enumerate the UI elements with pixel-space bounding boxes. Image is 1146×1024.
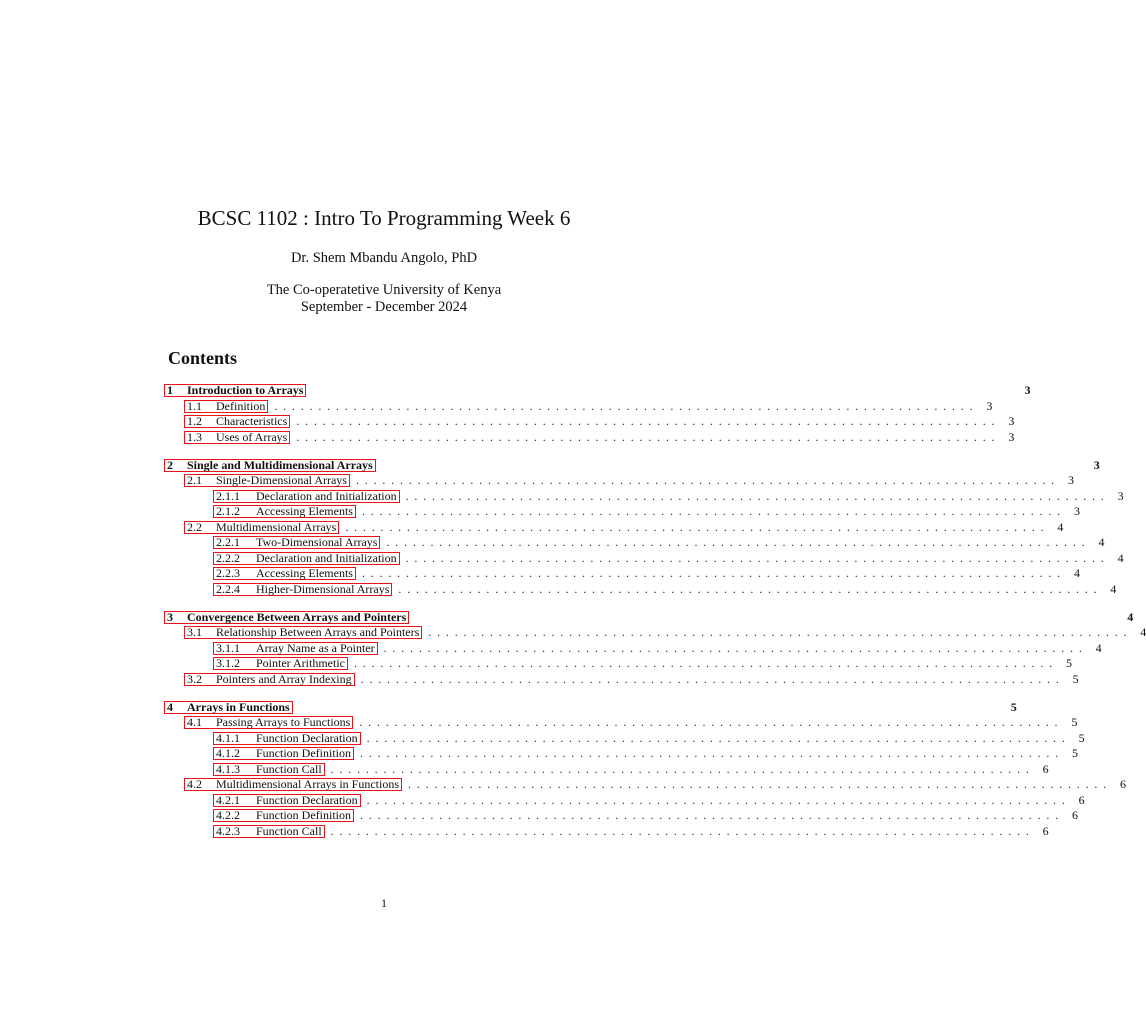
toc-entry-title: Function Call <box>256 761 322 776</box>
toc-entry-page: 4 <box>1095 640 1102 655</box>
toc-link[interactable] <box>184 474 350 487</box>
toc-subsubsection-row <box>164 581 1117 598</box>
toc-entry-page: 6 <box>1078 792 1085 807</box>
toc-dot-leader: ................................................................................ <box>361 566 1066 580</box>
toc-entry-page: 4 <box>1057 519 1064 534</box>
toc-link[interactable] <box>213 536 380 549</box>
toc-link[interactable] <box>164 701 293 714</box>
toc-dot-leader: ................................................................................ <box>366 792 1071 807</box>
toc-link[interactable] <box>213 567 356 580</box>
toc-dot-leader: ................................................................................ <box>360 671 1065 686</box>
toc-entry-page: 6 <box>1042 823 1049 838</box>
toc-entry-number: 4.2.1 <box>216 792 240 807</box>
toc-section-row <box>164 699 1017 716</box>
toc-entry-number: 2.2.2 <box>216 550 240 565</box>
toc-entry-page: 5 <box>1066 656 1072 670</box>
toc-subsection-row <box>164 473 1074 489</box>
toc-entry-page: 5 <box>1072 746 1078 760</box>
toc-link[interactable] <box>164 459 376 472</box>
toc-entry-number: 2 <box>167 457 173 472</box>
toc-entry-title: Relationship Between Arrays and Pointers <box>216 625 420 640</box>
toc-link[interactable] <box>213 505 356 518</box>
toc-dot-leader: ................................................................................ <box>296 414 1001 428</box>
toc-dot-leader: ................................................................................ <box>361 504 1066 518</box>
toc-entry-number: 2.2 <box>187 519 202 534</box>
toc-entry-number: 3.1 <box>187 625 202 640</box>
toc-entry-number: 2.2.1 <box>216 535 240 550</box>
contents-heading: Contents <box>168 348 238 368</box>
toc-entry-number: 2.1 <box>187 473 202 488</box>
toc-entry-number: 1.3 <box>187 429 202 444</box>
toc-entry-number: 4.1.1 <box>216 730 240 745</box>
toc-entry-title: Single-Dimensional Arrays <box>216 473 347 488</box>
toc-dot-leader: ................................................................................ <box>359 715 1064 729</box>
toc-entry-title: Multidimensional Arrays in Functions <box>216 777 399 792</box>
toc-entry-page: 4 <box>1110 581 1117 596</box>
toc-entry-page: 3 <box>1008 414 1015 428</box>
toc-dot-leader: ................................................................................ <box>386 535 1091 549</box>
toc-entry-title: Higher-Dimensional Arrays <box>256 581 390 596</box>
toc-link[interactable] <box>184 415 290 428</box>
toc-entry-title: Function Definition <box>256 808 351 823</box>
toc-dot-leader: ................................................................................ <box>408 777 1112 791</box>
toc-subsubsection-row <box>164 488 1124 505</box>
toc-entry-title: Declaration and Initialization <box>256 550 397 565</box>
toc-subsubsection-row <box>164 792 1085 809</box>
toc-dot-leader: ................................................................................ <box>330 823 1035 838</box>
toc-link[interactable] <box>213 552 400 565</box>
toc-dot-leader: ................................................................................ <box>398 581 1103 596</box>
toc-link[interactable] <box>184 521 339 534</box>
toc-entry-page: 3 <box>1008 429 1015 444</box>
toc-entry-number: 4.2.3 <box>216 823 240 838</box>
toc-entry-title: Multidimensional Arrays <box>216 519 337 534</box>
toc-entry-title: Array Name as a Pointer <box>256 640 375 655</box>
toc-entry-number: 1 <box>167 383 173 398</box>
toc-link[interactable] <box>213 809 354 822</box>
toc-dot-leader: ................................................................................ <box>355 473 1060 487</box>
toc-link[interactable] <box>213 583 392 596</box>
toc-link[interactable] <box>164 384 306 397</box>
toc-subsubsection-row <box>164 535 1105 551</box>
toc-entry-number: 4.1.3 <box>216 761 240 776</box>
toc-entry-page: 3 <box>1093 457 1100 472</box>
document-author: Dr. Shem Mbandu Angolo, PhD <box>290 250 478 266</box>
toc-subsection-row <box>164 777 1126 793</box>
toc-entry-title: Definition <box>216 398 266 413</box>
toc-entry-page: 4 <box>1117 550 1124 565</box>
toc-entry-title: Function Definition <box>256 746 351 761</box>
toc-entry-title: Function Declaration <box>256 792 358 807</box>
toc-entry-number: 3.1.2 <box>216 656 240 671</box>
toc-dot-leader: ................................................................................ <box>360 746 1064 760</box>
toc-subsection-row <box>164 414 1015 430</box>
toc-entry-page: 3 <box>1073 504 1080 518</box>
toc-entry-title: Two-Dimensional Arrays <box>256 535 378 550</box>
toc-subsection-row <box>164 429 1015 446</box>
toc-entry-title: Function Declaration <box>256 730 358 745</box>
toc-entry-number: 4.1 <box>187 715 202 730</box>
institution-name: The Co-operatetive University of Kenya <box>266 282 502 298</box>
toc-subsubsection-row <box>164 566 1080 582</box>
document-date: September - December 2024 <box>300 299 468 315</box>
toc-entry-page: 4 <box>1098 535 1105 549</box>
toc-entry-page: 6 <box>1120 777 1126 791</box>
toc-entry-title: Introduction to Arrays <box>187 383 304 398</box>
toc-entry-page: 3 <box>1117 488 1124 503</box>
toc-dot-leader: ................................................................................ <box>405 550 1110 565</box>
toc-subsubsection-row <box>164 656 1072 672</box>
toc-entry-page: 4 <box>1127 609 1134 624</box>
toc-link[interactable] <box>164 611 409 624</box>
toc-entry-title: Pointers and Array Indexing <box>216 671 352 686</box>
toc-entry-title: Pointer Arithmetic <box>256 656 345 671</box>
toc-dot-leader: ................................................................................ <box>428 625 1133 639</box>
toc-entry-page: 3 <box>1067 473 1074 487</box>
toc-entry-number: 3.2 <box>187 671 202 686</box>
toc-entry-number: 3 <box>167 609 173 624</box>
toc-dot-leader: ................................................................................ <box>383 640 1088 655</box>
toc-entry-number: 4.2 <box>187 777 202 792</box>
toc-entry-number: 1.2 <box>187 414 202 429</box>
toc-link[interactable] <box>213 657 348 670</box>
toc-section-row <box>164 457 1100 474</box>
toc-entry-number: 2.1.1 <box>216 488 240 503</box>
toc-entry-page: 4 <box>1140 625 1146 639</box>
toc-entry-page: 6 <box>1072 808 1078 822</box>
toc-link[interactable] <box>213 490 400 503</box>
toc-dot-leader: ................................................................................ <box>345 519 1050 534</box>
document-title: BCSC 1102 : Intro To Programming Week 6 <box>197 206 571 230</box>
toc-entry-number: 4 <box>167 699 173 714</box>
toc-subsection-row <box>164 625 1146 641</box>
toc-entry-title: Convergence Between Arrays and Pointers <box>187 609 407 624</box>
toc-dot-leader: ................................................................................ <box>366 730 1071 745</box>
toc-section-row <box>164 383 1031 399</box>
toc-entry-number: 3.1.1 <box>216 640 240 655</box>
toc-dot-leader: ................................................................................ <box>354 656 1058 670</box>
toc-link[interactable] <box>213 747 354 760</box>
toc-entry-number: 4.1.2 <box>216 746 240 761</box>
toc-entry-number: 4.2.2 <box>216 808 240 823</box>
toc-link[interactable] <box>184 431 290 444</box>
toc-entry-page: 5 <box>1010 699 1017 714</box>
toc-section-row <box>164 609 1134 626</box>
toc-subsubsection-row <box>164 550 1124 567</box>
toc-entry-page: 3 <box>1024 383 1031 397</box>
toc-subsection-row <box>164 671 1079 688</box>
toc-subsection-row <box>164 519 1064 536</box>
toc-subsection-row <box>164 398 993 415</box>
toc-entry-page: 3 <box>986 398 993 413</box>
toc-entry-title: Declaration and Initialization <box>256 488 397 503</box>
toc-entry-page: 5 <box>1078 730 1085 745</box>
toc-link[interactable] <box>184 673 355 686</box>
toc-entry-title: Accessing Elements <box>256 566 353 581</box>
toc-link[interactable] <box>213 763 325 776</box>
toc-subsubsection-row <box>164 730 1085 747</box>
toc-link[interactable] <box>213 732 361 745</box>
toc-entry-title: Uses of Arrays <box>216 429 288 444</box>
toc-entry-page: 6 <box>1042 761 1049 776</box>
toc-entry-title: Passing Arrays to Functions <box>216 715 351 730</box>
toc-entry-number: 2.2.4 <box>216 581 240 596</box>
toc-subsection-row <box>164 715 1078 731</box>
toc-dot-leader: ................................................................................ <box>296 429 1001 444</box>
toc-entry-page: 4 <box>1073 566 1080 580</box>
page-number: 1 <box>381 896 387 910</box>
toc-entry-title: Single and Multidimensional Arrays <box>187 457 373 472</box>
toc-entry-page: 5 <box>1072 671 1079 686</box>
toc-entry-title: Arrays in Functions <box>187 699 290 714</box>
toc-link[interactable] <box>184 400 268 413</box>
toc-subsubsection-row <box>164 504 1080 520</box>
toc-entry-page: 5 <box>1071 715 1078 729</box>
toc-subsubsection-row <box>164 823 1049 840</box>
toc-link[interactable] <box>213 794 361 807</box>
toc-link[interactable] <box>213 642 378 655</box>
toc-subsubsection-row <box>164 761 1049 778</box>
toc-link[interactable] <box>213 825 325 838</box>
toc-entry-number: 2.1.2 <box>216 504 240 519</box>
toc-subsubsection-row <box>164 808 1078 824</box>
toc-link[interactable] <box>184 778 402 791</box>
toc-link[interactable] <box>184 626 422 639</box>
toc-link[interactable] <box>184 716 353 729</box>
toc-entry-number: 2.2.3 <box>216 566 240 581</box>
toc-entry-title: Function Call <box>256 823 322 838</box>
toc-dot-leader: ................................................................................ <box>274 398 979 413</box>
toc-entry-number: 1.1 <box>187 398 202 413</box>
toc-dot-leader: ................................................................................ <box>405 488 1110 503</box>
toc-subsubsection-row <box>164 640 1102 657</box>
document-affiliation <box>0 282 768 316</box>
toc-dot-leader: ................................................................................ <box>330 761 1035 776</box>
toc-entry-title: Accessing Elements <box>256 504 353 519</box>
table-of-contents <box>164 383 1146 839</box>
toc-subsubsection-row <box>164 746 1078 762</box>
toc-dot-leader: ................................................................................ <box>360 808 1064 822</box>
toc-entry-title: Characteristics <box>216 414 288 429</box>
